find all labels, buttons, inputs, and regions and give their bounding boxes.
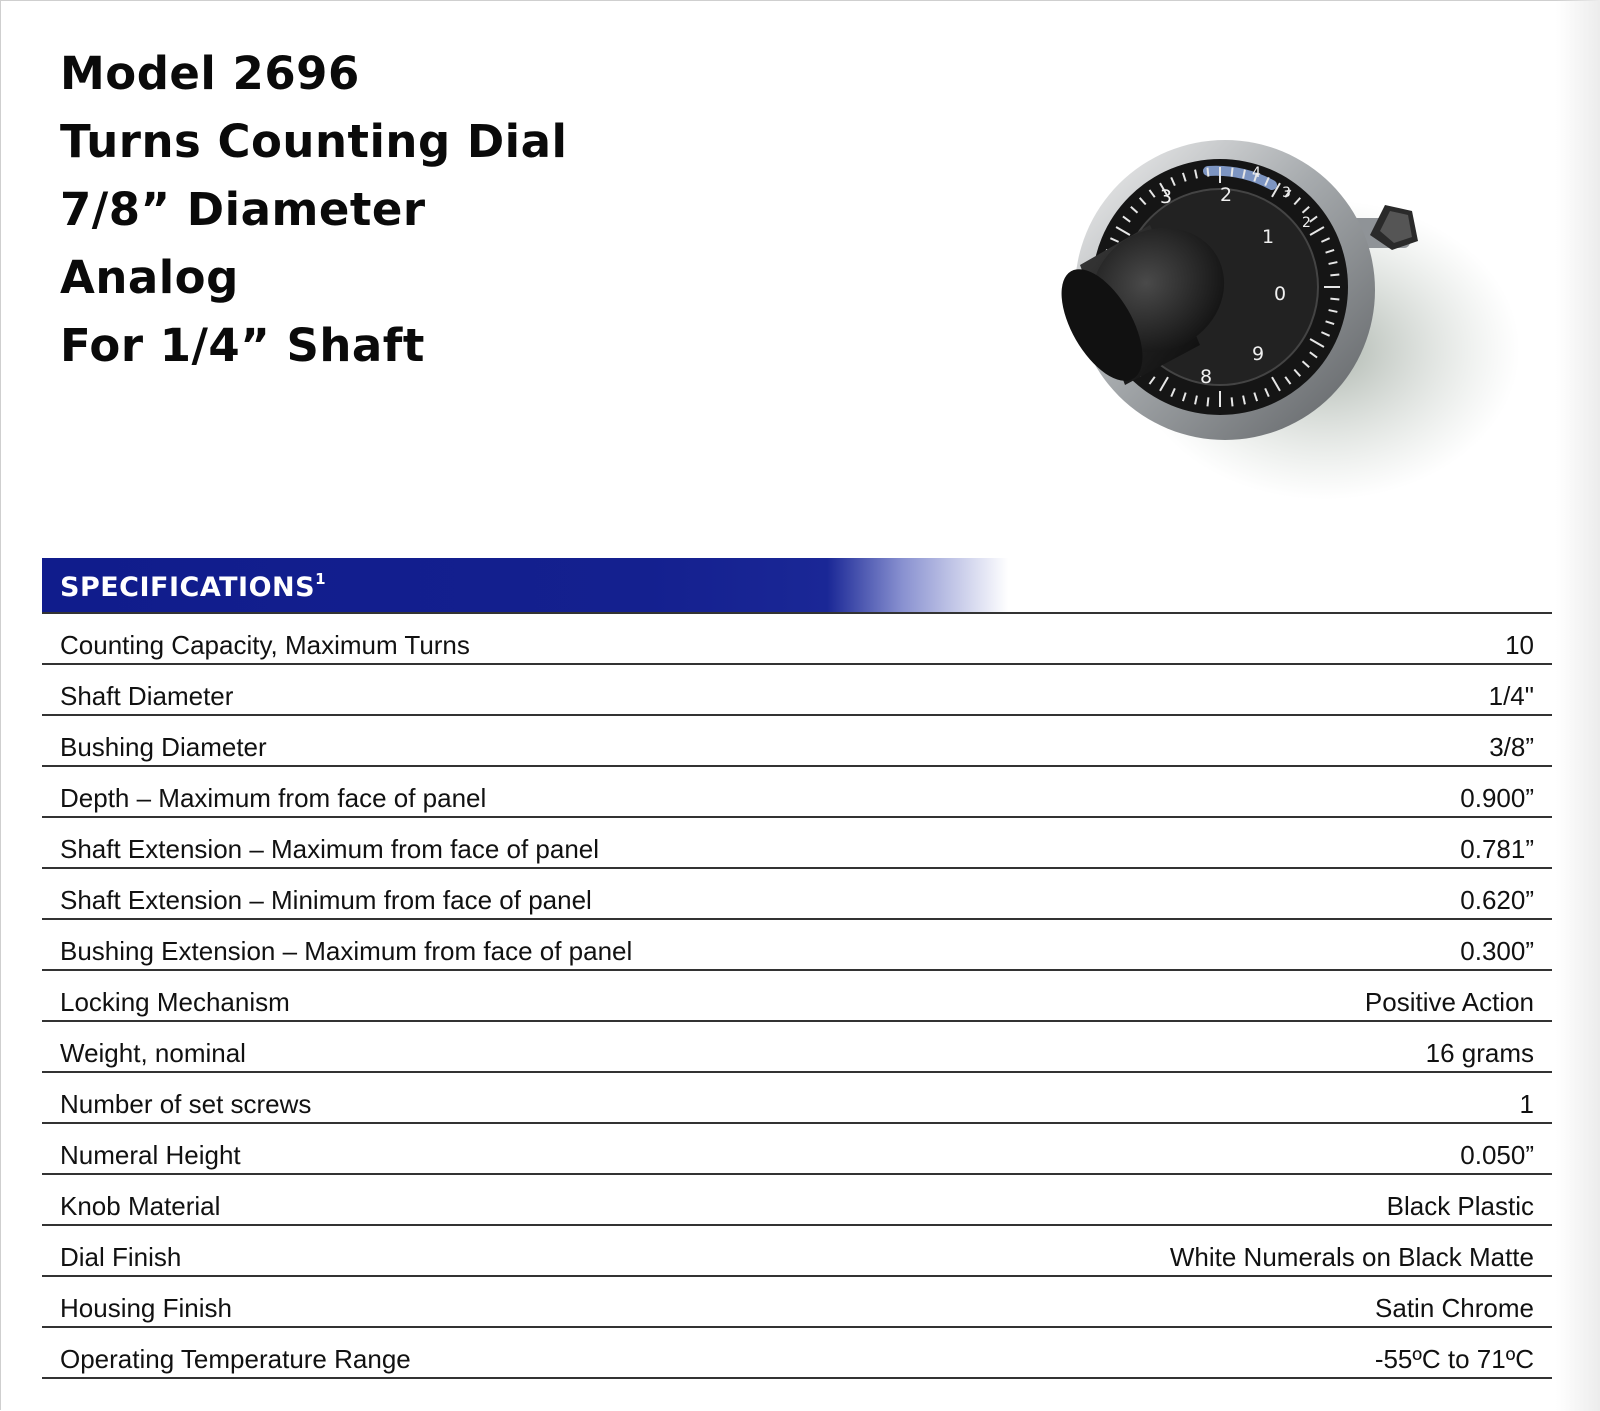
spec-row	[42, 1073, 1552, 1124]
specifications-table	[42, 614, 1552, 1379]
dial-numeral-1: 1	[1262, 226, 1275, 248]
spec-label: Weight, nominal	[60, 1038, 246, 1068]
dial-tick	[1232, 397, 1233, 406]
dial-numeral-3: 3	[1160, 186, 1173, 208]
spec-label: Numeral Height	[60, 1140, 241, 1170]
spec-label: Counting Capacity, Maximum Turns	[60, 630, 470, 660]
spec-row	[42, 818, 1552, 869]
specifications-header	[42, 558, 1552, 614]
spec-label: Number of set screws	[60, 1089, 312, 1119]
spec-value: 10	[1505, 630, 1534, 660]
dial-numeral-0: 0	[1274, 283, 1287, 305]
dial-tick	[1207, 397, 1208, 406]
spec-value: 0.300”	[1460, 936, 1534, 966]
spec-row	[42, 1277, 1552, 1328]
spec-value: Black Plastic	[1386, 1191, 1534, 1221]
spec-row	[42, 1226, 1552, 1277]
spec-label: Bushing Diameter	[60, 732, 267, 762]
dial-inner-numeral-3: 3	[1282, 185, 1291, 201]
spec-label: Depth – Maximum from face of panel	[60, 783, 487, 813]
spec-row	[42, 920, 1552, 971]
dial-tick	[1232, 168, 1233, 177]
title-product-type: Turns Counting Dial	[60, 115, 568, 168]
spec-value: 1	[1519, 1089, 1534, 1119]
turns-counting-dial-photo	[1040, 115, 1520, 515]
spec-value: -55ºC to 71ºC	[1374, 1344, 1534, 1374]
dial-tick	[1330, 274, 1339, 275]
spec-label: Bushing Extension – Maximum from face of panel	[60, 936, 633, 966]
title-diameter: 7/8” Diameter	[60, 183, 426, 236]
spec-label: Dial Finish	[60, 1242, 182, 1272]
page-edge-shadow	[1556, 0, 1600, 1411]
spec-label: Shaft Extension – Minimum from face of panel	[60, 885, 592, 915]
specifications-footnote-mark: 1	[315, 570, 327, 588]
spec-label: Locking Mechanism	[60, 987, 290, 1017]
spec-value: White Numerals on Black Matte	[1169, 1242, 1534, 1272]
spec-row	[42, 716, 1552, 767]
spec-value: 0.781”	[1460, 834, 1534, 864]
spec-row	[42, 1022, 1552, 1073]
dial-numeral-9: 9	[1252, 343, 1265, 365]
dial-tick	[1330, 299, 1339, 300]
title-model: Model 2696	[60, 47, 360, 100]
title-analog: Analog	[60, 251, 239, 304]
spec-label: Shaft Diameter	[60, 681, 234, 711]
spec-row	[42, 869, 1552, 920]
spec-row	[42, 614, 1552, 665]
spec-row	[42, 767, 1552, 818]
specifications-heading-text: SPECIFICATIONS	[60, 572, 316, 603]
title-shaft: For 1/4” Shaft	[60, 319, 425, 372]
dial-numeral-2: 2	[1220, 184, 1233, 206]
spec-value: 16 grams	[1425, 1038, 1534, 1068]
spec-value: Positive Action	[1364, 987, 1534, 1017]
spec-value: 3/8”	[1489, 732, 1534, 762]
spec-row	[42, 971, 1552, 1022]
dial-numeral-8: 8	[1200, 366, 1213, 388]
spec-value: 0.050”	[1460, 1140, 1534, 1170]
spec-row	[42, 1124, 1552, 1175]
dial-inner-numeral-2: 2	[1302, 215, 1311, 231]
product-title	[60, 40, 567, 380]
spec-label: Housing Finish	[60, 1293, 232, 1323]
dial-tick	[1207, 168, 1208, 177]
specifications-title	[60, 572, 326, 603]
spec-row	[42, 1328, 1552, 1379]
spec-value: 0.900”	[1460, 783, 1534, 813]
dial-inner-numeral-4: 4	[1252, 165, 1261, 181]
spec-value: Satin Chrome	[1375, 1293, 1534, 1323]
spec-label: Knob Material	[60, 1191, 221, 1221]
spec-value: 0.620”	[1460, 885, 1534, 915]
spec-row	[42, 1175, 1552, 1226]
spec-value: 1/4"	[1488, 681, 1534, 711]
spec-label: Shaft Extension – Maximum from face of panel	[60, 834, 600, 864]
spec-row	[42, 665, 1552, 716]
spec-label: Operating Temperature Range	[60, 1344, 411, 1374]
